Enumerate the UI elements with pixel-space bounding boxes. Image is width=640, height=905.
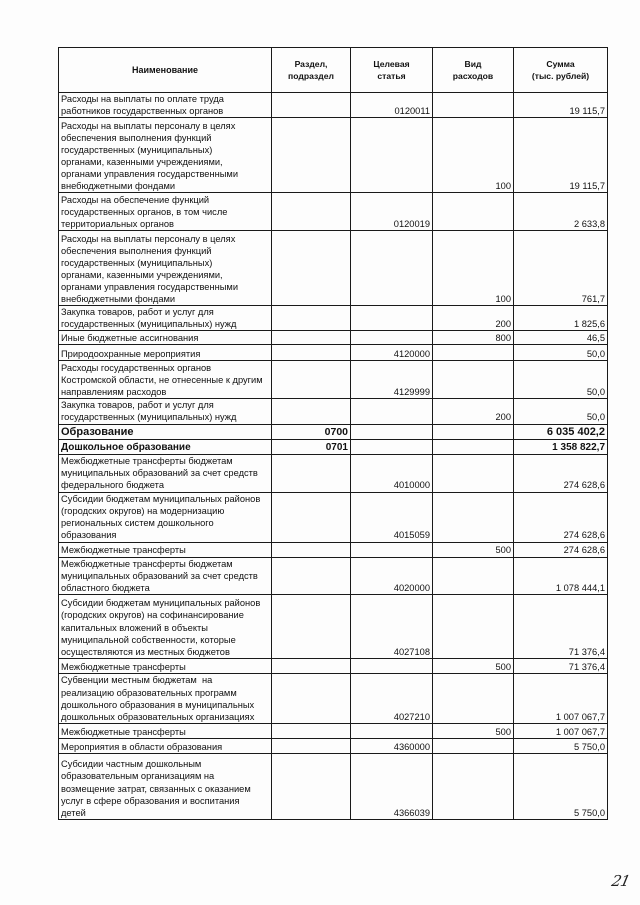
row-section-code [272, 93, 351, 118]
row-target-article: 4129999 [351, 361, 433, 399]
row-name: Образование [59, 424, 272, 439]
row-name: Закупка товаров, работ и услуг для государственных (муниципальных) нужд [59, 399, 272, 424]
header-expense-type: Вид расходов [433, 48, 514, 93]
row-section-code [272, 399, 351, 424]
row-expense-type: 500 [433, 658, 514, 673]
row-name: Расходы на обеспечение функций государственных органов, в том числе территориальных органов [59, 193, 272, 231]
row-target-article [351, 399, 433, 424]
table-row [59, 673, 608, 723]
row-amount: 274 628,6 [514, 542, 608, 557]
table-body [59, 93, 608, 820]
row-name: Субсидии частным дошкольным образовательным организациям на возмещение затрат, связанных с оказанием услуг в сфере образования и воспитания детей [59, 753, 272, 819]
table-row [59, 454, 608, 492]
row-section-code [272, 673, 351, 723]
row-expense-type [433, 361, 514, 399]
row-section-code [272, 345, 351, 361]
table-row [59, 345, 608, 361]
row-name: Дошкольное образование [59, 439, 272, 454]
row-section-code: 0701 [272, 439, 351, 454]
table-row [59, 361, 608, 399]
row-expense-type [433, 93, 514, 118]
row-target-article: 0120011 [351, 93, 433, 118]
row-expense-type [433, 454, 514, 492]
table-row [59, 306, 608, 331]
row-name: Межбюджетные трансферты [59, 658, 272, 673]
row-amount: 50,0 [514, 399, 608, 424]
row-expense-type: 500 [433, 723, 514, 738]
row-amount: 71 376,4 [514, 658, 608, 673]
header-section: Раздел, подраздел [272, 48, 351, 93]
row-target-article: 4010000 [351, 454, 433, 492]
row-target-article: 0120019 [351, 193, 433, 231]
row-section-code [272, 231, 351, 306]
row-expense-type [433, 492, 514, 542]
table-row [59, 399, 608, 424]
row-section-code [272, 454, 351, 492]
row-expense-type [433, 557, 514, 594]
row-section-code [272, 753, 351, 819]
row-amount: 274 628,6 [514, 454, 608, 492]
row-section-code: 0700 [272, 424, 351, 439]
row-section-code [272, 331, 351, 345]
budget-table [58, 47, 608, 820]
row-expense-type: 100 [433, 118, 514, 193]
row-amount: 1 078 444,1 [514, 557, 608, 594]
row-amount: 71 376,4 [514, 594, 608, 658]
row-expense-type [433, 345, 514, 361]
row-name: Расходы на выплаты персоналу в целях обеспечения выполнения функций государственных (муниципальных) органами, казенными учреждениями, органами управления государственными внебюджетными фондами [59, 231, 272, 306]
row-amount: 5 750,0 [514, 738, 608, 753]
row-section-code [272, 361, 351, 399]
row-expense-type: 500 [433, 542, 514, 557]
row-section-code [272, 542, 351, 557]
table-row [59, 753, 608, 819]
row-name: Межбюджетные трансферты бюджетам муниципальных образований за счет средств областного бюджета [59, 557, 272, 594]
row-target-article [351, 306, 433, 331]
row-section-code [272, 723, 351, 738]
row-expense-type [433, 738, 514, 753]
header-amount: Сумма (тыс. рублей) [514, 48, 608, 93]
row-expense-type [433, 673, 514, 723]
row-amount: 50,0 [514, 361, 608, 399]
table-row [59, 542, 608, 557]
row-amount: 1 007 067,7 [514, 723, 608, 738]
row-amount: 6 035 402,2 [514, 424, 608, 439]
table-row [59, 231, 608, 306]
table-row [59, 193, 608, 231]
row-name: Мероприятия в области образования [59, 738, 272, 753]
row-section-code [272, 658, 351, 673]
header-name: Наименование [59, 48, 272, 93]
row-expense-type [433, 594, 514, 658]
row-amount: 1 825,6 [514, 306, 608, 331]
row-amount: 2 633,8 [514, 193, 608, 231]
row-target-article [351, 542, 433, 557]
row-name: Субвенции местным бюджетам на реализацию образовательных программ дошкольного образования в муниципальных дошкольных образовательных организациях [59, 673, 272, 723]
row-target-article: 4120000 [351, 345, 433, 361]
table-header-row [59, 48, 608, 93]
row-expense-type: 200 [433, 399, 514, 424]
row-amount: 1 007 067,7 [514, 673, 608, 723]
table-row [59, 331, 608, 345]
row-target-article: 4027210 [351, 673, 433, 723]
header-target-article: Целевая статья [351, 48, 433, 93]
row-section-code [272, 557, 351, 594]
row-amount: 19 115,7 [514, 93, 608, 118]
row-target-article [351, 658, 433, 673]
row-target-article [351, 331, 433, 345]
row-name: Расходы на выплаты по оплате труда работников государственных органов [59, 93, 272, 118]
row-name: Межбюджетные трансферты [59, 542, 272, 557]
table-row [59, 492, 608, 542]
row-section-code [272, 193, 351, 231]
row-amount: 5 750,0 [514, 753, 608, 819]
row-target-article [351, 118, 433, 193]
row-amount: 50,0 [514, 345, 608, 361]
row-expense-type [433, 424, 514, 439]
row-expense-type: 100 [433, 231, 514, 306]
row-name: Межбюджетные трансферты бюджетам муниципальных образований за счет средств федерального бюджета [59, 454, 272, 492]
row-section-code [272, 738, 351, 753]
row-section-code [272, 492, 351, 542]
row-target-article: 4015059 [351, 492, 433, 542]
row-name: Межбюджетные трансферты [59, 723, 272, 738]
row-target-article [351, 231, 433, 306]
row-target-article: 4366039 [351, 753, 433, 819]
row-name: Расходы государственных органов Костромской области, не отнесенные к другим направлениям расходов [59, 361, 272, 399]
row-target-article: 4020000 [351, 557, 433, 594]
row-target-article: 4027108 [351, 594, 433, 658]
row-amount: 274 628,6 [514, 492, 608, 542]
row-expense-type: 200 [433, 306, 514, 331]
table-row [59, 594, 608, 658]
row-name: Природоохранные мероприятия [59, 345, 272, 361]
row-target-article [351, 723, 433, 738]
page-number: 21 [610, 872, 632, 890]
row-name: Иные бюджетные ассигнования [59, 331, 272, 345]
row-expense-type [433, 193, 514, 231]
row-section-code [272, 594, 351, 658]
row-expense-type: 800 [433, 331, 514, 345]
table-row [59, 738, 608, 753]
row-name: Расходы на выплаты персоналу в целях обеспечения выполнения функций государственных (муниципальных) органами, казенными учреждениями, органами управления государственными внебюджетными фондами [59, 118, 272, 193]
row-section-code [272, 118, 351, 193]
row-expense-type [433, 753, 514, 819]
row-amount: 761,7 [514, 231, 608, 306]
row-name: Закупка товаров, работ и услуг для государственных (муниципальных) нужд [59, 306, 272, 331]
row-amount: 46,5 [514, 331, 608, 345]
row-section-code [272, 306, 351, 331]
row-name: Субсидии бюджетам муниципальных районов (городских округов) на софинансирование капитальных вложений в объекты муниципальной собственности, которые осуществляются из местных бюджетов [59, 594, 272, 658]
table-row [59, 93, 608, 118]
row-amount: 19 115,7 [514, 118, 608, 193]
row-amount: 1 358 822,7 [514, 439, 608, 454]
row-target-article [351, 424, 433, 439]
row-name: Субсидии бюджетам муниципальных районов (городских округов) на модернизацию региональных систем дошкольного образования [59, 492, 272, 542]
row-target-article: 4360000 [351, 738, 433, 753]
table-row [59, 118, 608, 193]
table-row [59, 557, 608, 594]
row-target-article [351, 439, 433, 454]
table-row [59, 424, 608, 439]
table-row [59, 723, 608, 738]
table-row [59, 658, 608, 673]
table-row [59, 439, 608, 454]
row-expense-type [433, 439, 514, 454]
